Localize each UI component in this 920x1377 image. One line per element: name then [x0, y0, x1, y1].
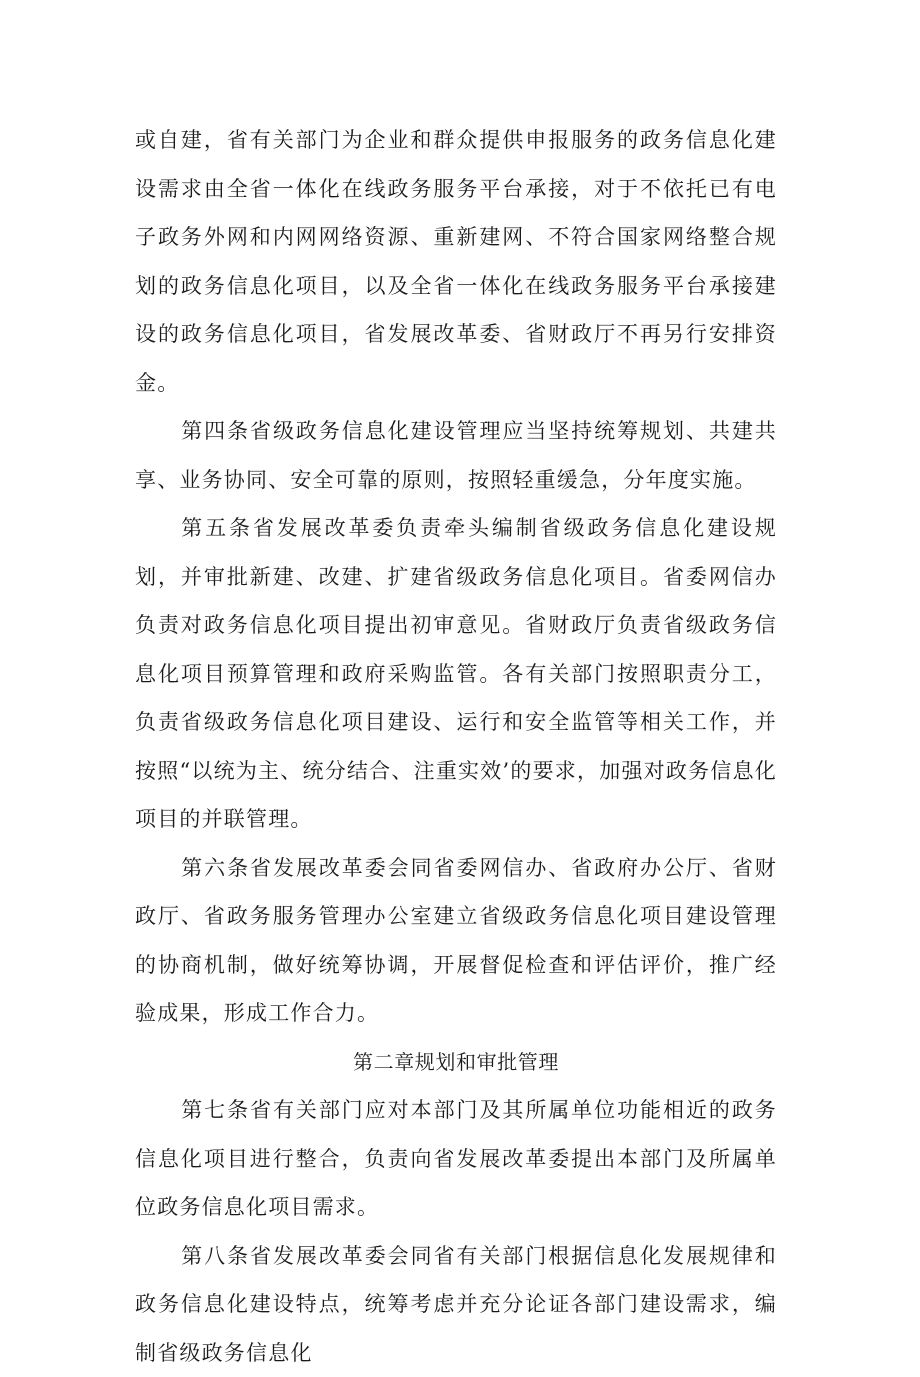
paragraph-article-6: 第六条省发展改革委会同省委网信办、省政府办公厅、省财政厅、省政务服务管理办公室建立省级政务信息化项目建设管理的协商机制，做好统筹协调，开展督促检查和评估评价，推广经验成果，形成工作合力。: [135, 844, 777, 1038]
paragraph-article-5: 第五条省发展改革委负责牵头编制省级政务信息化建设规划，并审批新建、改建、扩建省级政务信息化项目。省委网信办负责对政务信息化项目提出初审意见。省财政厅负责省级政务信息化项目预算管理和政府采购监管。各有关部门按照职责分工，负责省级政务信息化项目建设、运行和安全监管等相关工作，并按照“以统为主、统分结合、注重实效’的要求，加强对政务信息化项目的并联管理。: [135, 504, 777, 844]
document-body: [135, 116, 777, 1377]
paragraph-continuation: 或自建，省有关部门为企业和群众提供申报服务的政务信息化建设需求由全省一体化在线政务服务平台承接，对于不依托已有电子政务外网和内网网络资源、重新建网、不符合国家网络整合规划的政务信息化项目，以及全省一体化在线政务服务平台承接建设的政务信息化项目，省发展改革委、省财政厅不再另行安排资金。: [135, 116, 777, 407]
chapter-heading: 第二章规划和审批管理: [135, 1038, 777, 1087]
paragraph-article-4: 第四条省级政务信息化建设管理应当坚持统筹规划、共建共享、业务协同、安全可靠的原则，按照轻重缓急，分年度实施。: [135, 407, 777, 504]
paragraph-article-7: 第七条省有关部门应对本部门及其所属单位功能相近的政务信息化项目进行整合，负责向省发展改革委提出本部门及所属单位政务信息化项目需求。: [135, 1086, 777, 1232]
paragraph-article-8: 第八条省发展改革委会同省有关部门根据信息化发展规律和政务信息化建设特点，统筹考虑并充分论证各部门建设需求，编制省级政务信息化: [135, 1232, 777, 1377]
